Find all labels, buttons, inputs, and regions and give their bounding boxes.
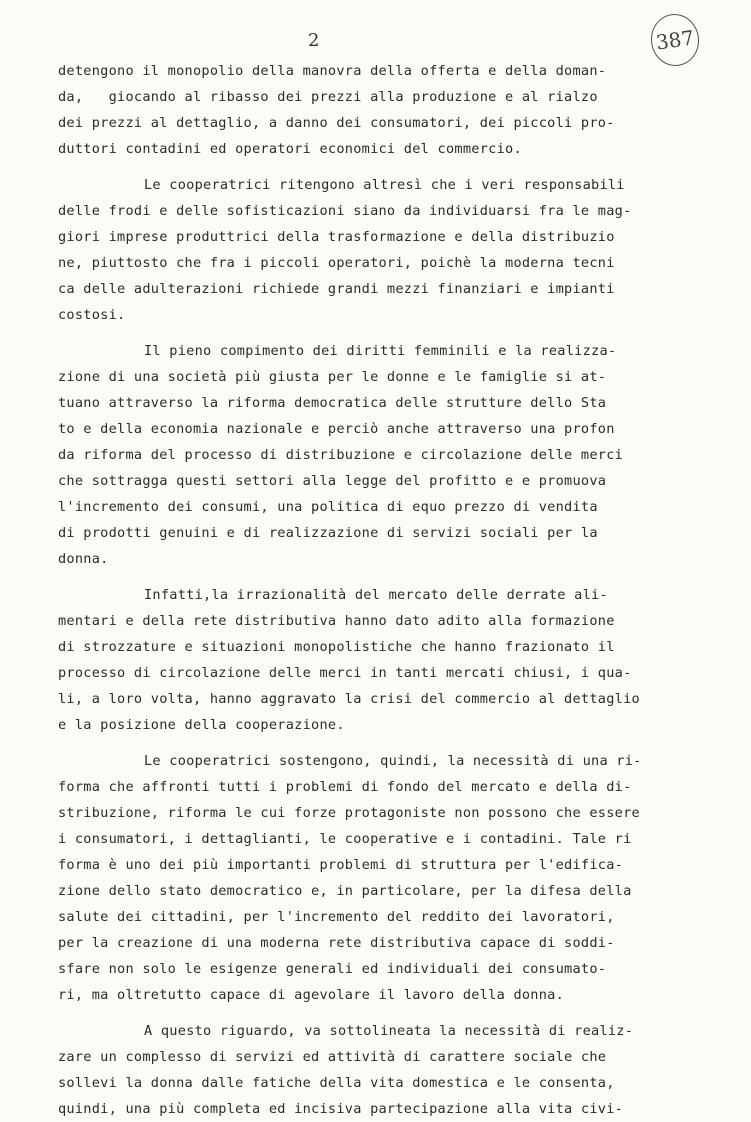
paragraph [58, 1018, 698, 1122]
text-line: forma è uno dei più importanti problemi di struttura per l'edifica- [58, 857, 624, 873]
text-line: duttori contadini ed operatori economici del commercio. [58, 141, 522, 157]
text-line: Le cooperatrici sostengono, quindi, la necessità di una ri- [144, 753, 642, 769]
text-line: ne, piuttosto che fra i piccoli operatori, poichè la moderna tecni [58, 255, 615, 271]
text-line: dei prezzi al dettaglio, a danno dei consumatori, dei piccoli pro- [58, 115, 615, 131]
text-line: costosi. [58, 307, 126, 323]
page-number: 2 [308, 30, 320, 51]
paragraph [58, 582, 698, 738]
text-line: zione di una società più giusta per le donne e le famiglie si at- [58, 369, 607, 385]
text-line: di prodotti genuini e di realizzazione di servizi sociali per la [58, 525, 598, 541]
text-line: quindi, una più completa ed incisiva partecipazione alla vita civi- [58, 1101, 624, 1117]
text-line: sfare non solo le esigenze generali ed individuali dei consumato- [58, 961, 607, 977]
text-line: processo di circolazione delle merci in tanti mercati chiusi, i qua- [58, 665, 632, 681]
text-line: i consumatori, i dettaglianti, le cooperative e i contadini. Tale ri [58, 831, 632, 847]
text-line: che sottragga questi settori alla legge del profitto e e promuova [58, 473, 607, 489]
text-line: mentari e della rete distributiva hanno dato adito alla formazione [58, 613, 615, 629]
text-line: Infatti,la irrazionalità del mercato delle derrate ali- [144, 587, 608, 603]
text-line: da riforma del processo di distribuzione e circolazione delle merci [58, 447, 624, 463]
text-line: ca delle adulterazioni richiede grandi mezzi finanziari e impianti [58, 281, 615, 297]
text-line: delle frodi e delle sofisticazioni siano da individuarsi fra le mag- [58, 203, 632, 219]
text-line: detengono il monopolio della manovra della offerta e della doman- [58, 63, 607, 79]
paragraph [58, 58, 698, 162]
text-line: li, a loro volta, hanno aggravato la crisi del commercio al dettaglio [58, 691, 640, 707]
archive-number: 387 [654, 25, 696, 55]
document-body [58, 58, 698, 1122]
text-line: sollevi la donna dalle fatiche della vita domestica e le consenta, [58, 1075, 615, 1091]
text-line: ri, ma oltretutto capace di agevolare il lavoro della donna. [58, 987, 565, 1003]
text-line: donna. [58, 551, 109, 567]
text-line: tuano attraverso la riforma democratica delle strutture dello Sta [58, 395, 607, 411]
text-line: stribuzione, riforma le cui forze protagoniste non possono che essere [58, 805, 640, 821]
text-line: da, giocando al ribasso dei prezzi alla produzione e al rialzo [58, 89, 598, 105]
text-line: Le cooperatrici ritengono altresì che i veri responsabili [144, 177, 625, 193]
text-line: l'incremento dei consumi, una politica di equo prezzo di vendita [58, 499, 598, 515]
paragraph [58, 338, 698, 572]
text-line: A questo riguardo, va sottolineata la necessità di realiz- [144, 1023, 634, 1039]
text-line: zione dello stato democratico e, in particolare, per la difesa della [58, 883, 632, 899]
text-line: giori imprese produttrici della trasformazione e della distribuzio [58, 229, 615, 245]
paragraph [58, 172, 698, 328]
paragraph [58, 748, 698, 1008]
text-line: to e della economia nazionale e perciò anche attraverso una profon [58, 421, 615, 437]
text-line: per la creazione di una moderna rete distributiva capace di soddi- [58, 935, 615, 951]
text-line: Il pieno compimento dei diritti femminili e la realizza- [144, 343, 617, 359]
text-line: zare un complesso di servizi ed attività di carattere sociale che [58, 1049, 607, 1065]
text-line: di strozzature e situazioni monopolistiche che hanno frazionato il [58, 639, 615, 655]
text-line: salute dei cittadini, per l'incremento del reddito dei lavoratori, [58, 909, 615, 925]
text-line: forma che affronti tutti i problemi di fondo del mercato e della di- [58, 779, 632, 795]
text-line: e la posizione della cooperazione. [58, 717, 345, 733]
